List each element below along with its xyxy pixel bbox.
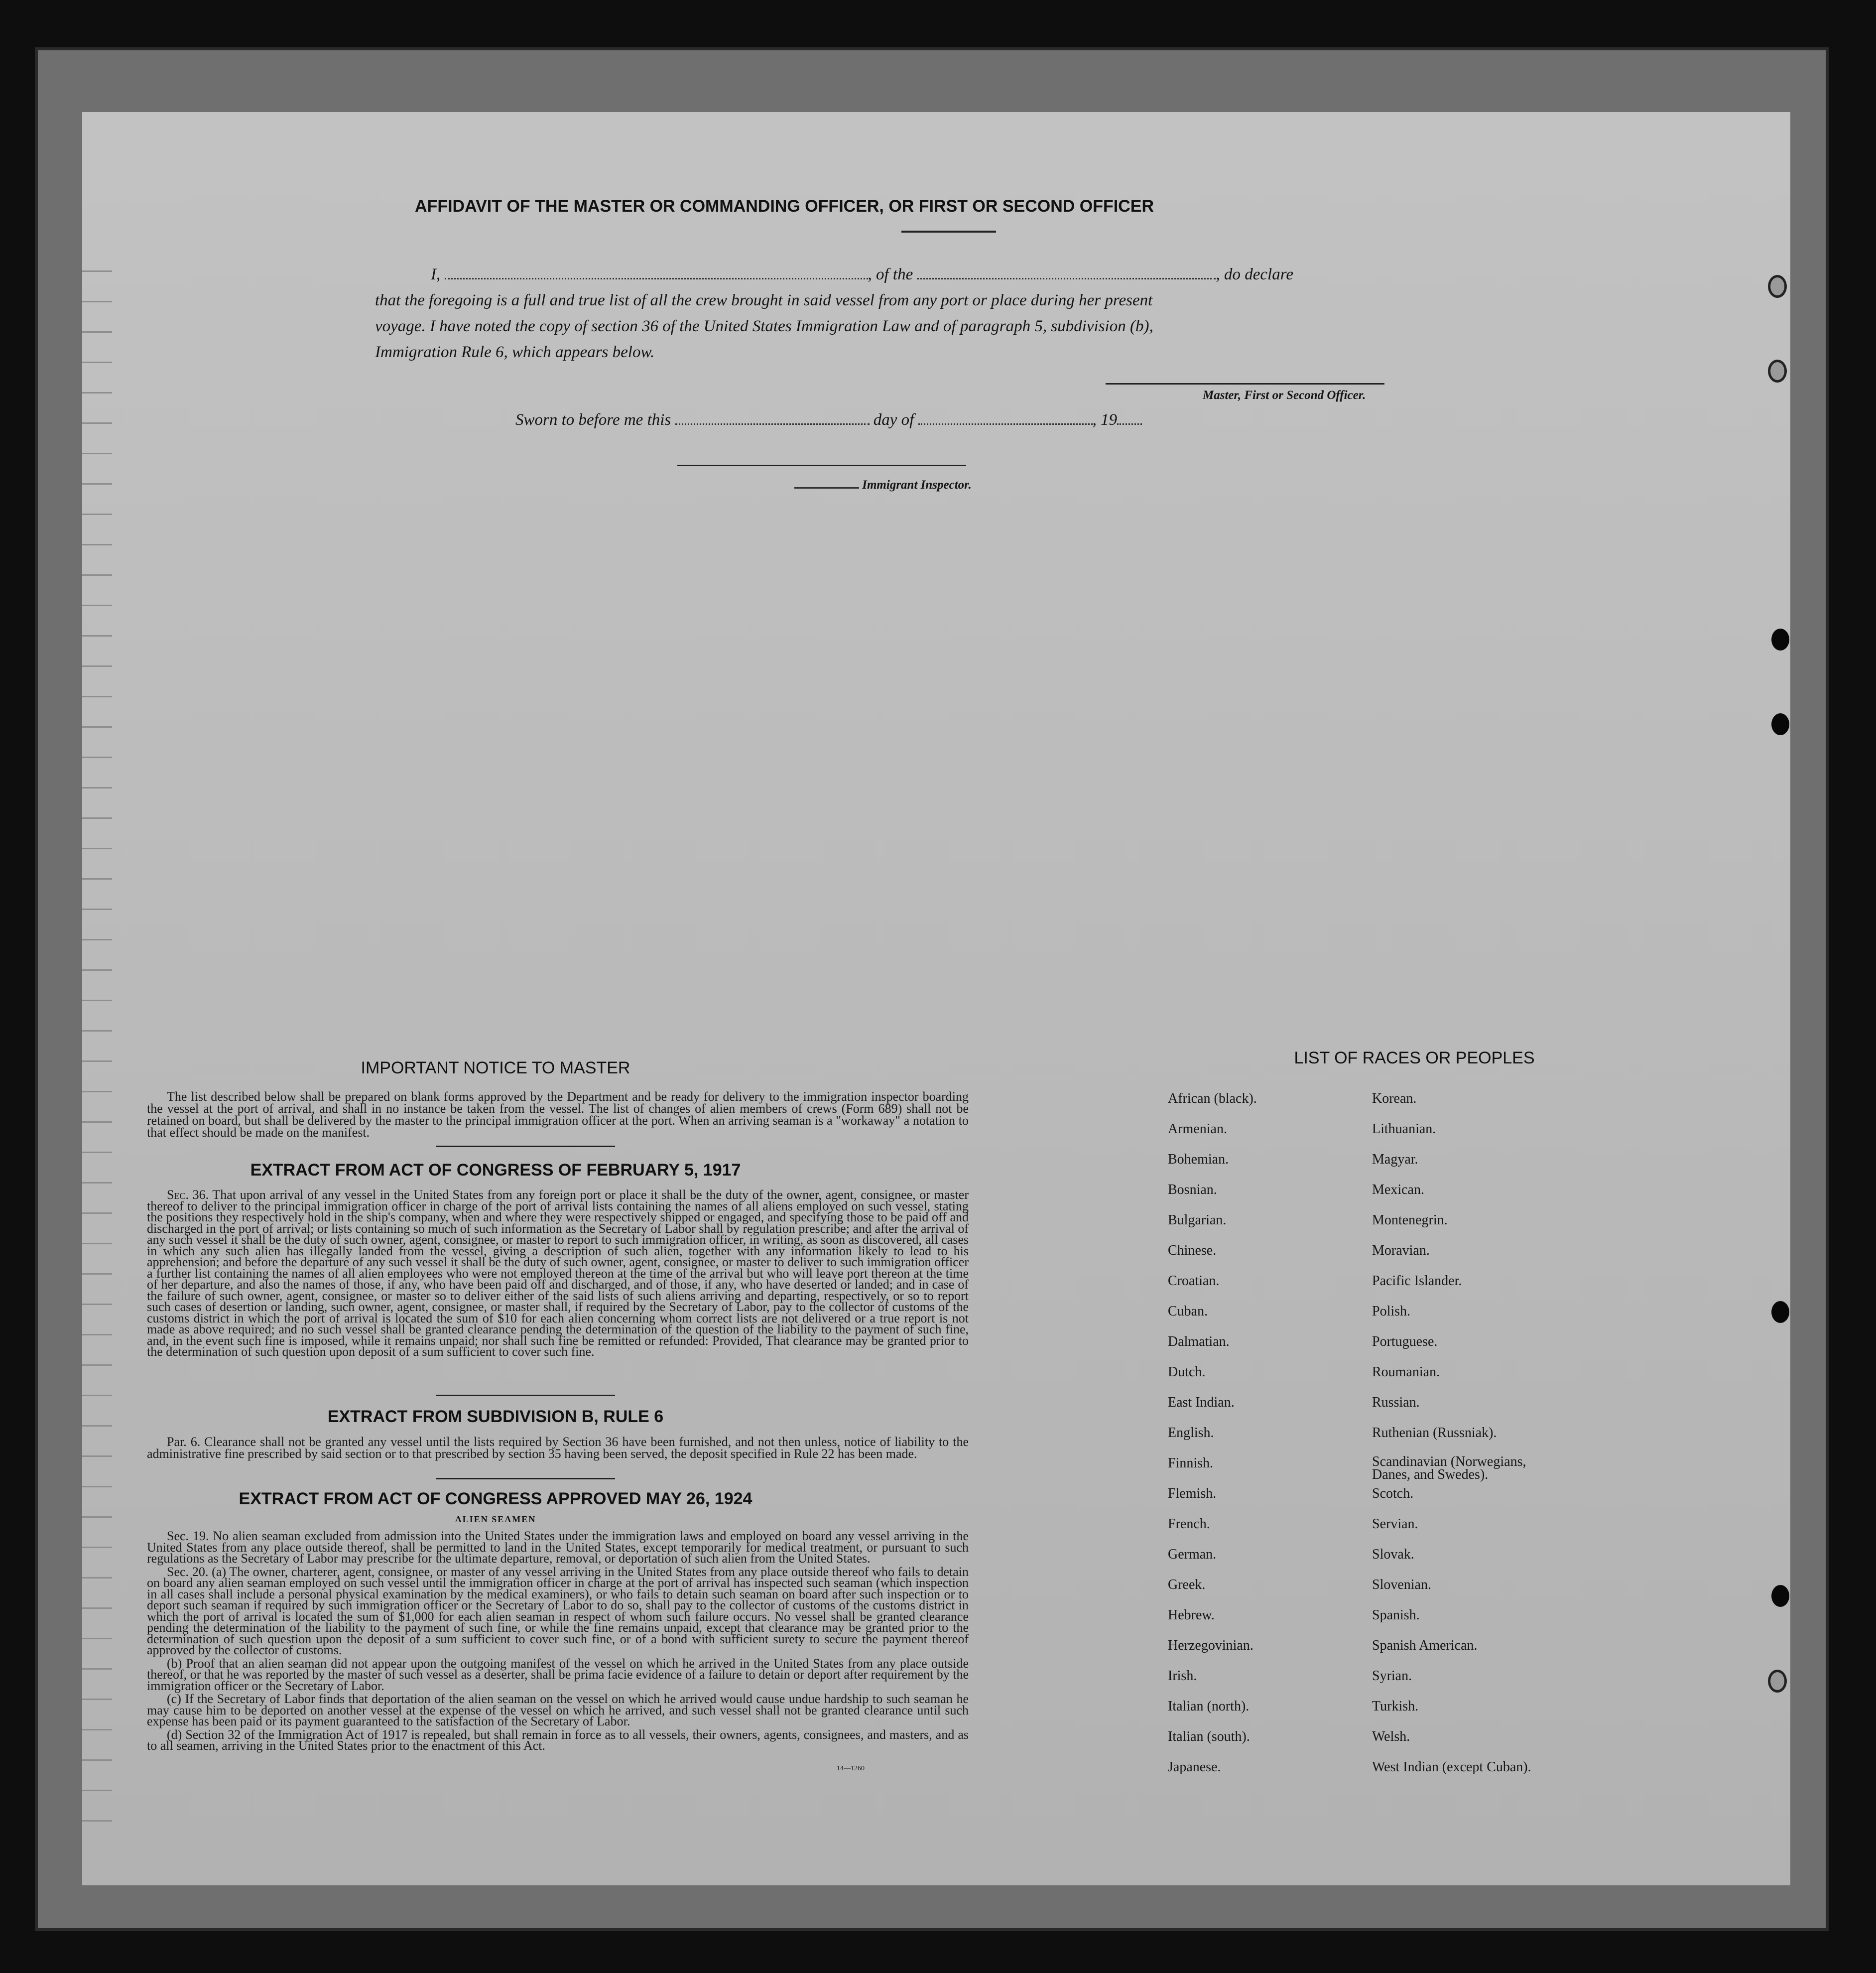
- sec-19-text: Sec. 19. No alien seaman excluded from admission into the United States under the immigration laws and employed on board any vessel arriving in the United States from any place outside thereof, shall be permitted to land in the United States, except temporarily for medical treatment, or pursuant to such regulations as the Secretary of Labor may prescribe for the ultimate departure, removal, or deportation of such alien from the United States.: [147, 1529, 969, 1566]
- inspector-label: Immigrant Inspector.: [862, 478, 972, 492]
- extract-1924-title: EXTRACT FROM ACT OF CONGRESS APPROVED MAY 26, 1924: [239, 1489, 752, 1508]
- affidavit-declare: , do declare: [1216, 265, 1293, 283]
- sworn-text: Sworn to before me this: [515, 411, 671, 429]
- master-signature-line: [1106, 383, 1384, 385]
- race-item: Scotch.: [1372, 1486, 1414, 1501]
- sec-36-label: Sec. 36.: [167, 1187, 209, 1202]
- sec-20d-text: (d) Section 32 of the Immigration Act of 1917 is repealed, but shall remain in force as to all vessels, their owners, agents, consignees, and masters, and as to all seamen, arriving in the United States prior to the enactment of this Act.: [147, 1727, 969, 1753]
- day-blank: [675, 418, 870, 425]
- race-item: Servian.: [1372, 1516, 1418, 1532]
- extract-1917-body: [147, 1189, 969, 1360]
- divider: [901, 231, 996, 233]
- punch-hole: [1771, 1301, 1789, 1323]
- race-item: Roumanian.: [1372, 1364, 1440, 1380]
- punch-hole-ring: [1768, 1670, 1787, 1693]
- extract-1924-body: [147, 1531, 969, 1754]
- inspector-blank: [794, 483, 859, 489]
- race-item: African (black).: [1168, 1091, 1257, 1106]
- notice-text: The list described below shall be prepared on blank forms approved by the Department and be ready for delivery to the immigration inspector boarding the vessel at the port of arrival, and shall in no instance be taken from the vessel. The list of changes of alien members of crews (Form 689) shall not be retained on board, but shall be delivered by the master to the principal immigration officer at the port. When an arriving seaman is a "workaway" a notation to that effect should be made on the manifest.: [147, 1089, 969, 1140]
- race-item: English.: [1168, 1425, 1214, 1441]
- race-item: German.: [1168, 1547, 1217, 1562]
- year-text: , 19: [1092, 411, 1118, 429]
- notice-body: [147, 1091, 969, 1141]
- divider: [436, 1395, 615, 1396]
- sec-20b-text: (b) Proof that an alien seaman did not appear upon the outgoing manifest of the vessel on which he arrived in the United States from any place outside thereof, or that he was reported by the master of such vessel as a deserter, shall be prima facie evidence of a failure to detain or deport after requirement by the immigration officer or the Secretary of Labor.: [147, 1656, 969, 1693]
- inspector-signature-line: [677, 465, 966, 466]
- race-item: Portuguese.: [1372, 1334, 1438, 1349]
- divider: [436, 1478, 615, 1479]
- alien-seamen-subtitle: ALIEN SEAMEN: [455, 1514, 536, 1524]
- race-item: Moravian.: [1372, 1243, 1430, 1258]
- race-item: Pacific Islander.: [1372, 1273, 1462, 1289]
- race-item: French.: [1168, 1516, 1210, 1532]
- rule-6-title: EXTRACT FROM SUBDIVISION B, RULE 6: [327, 1407, 664, 1426]
- affidavit-line2: that the foregoing is a full and true list of all the crew brought in said vessel from any port or place during her present: [375, 291, 1153, 309]
- rule-6-body: [147, 1436, 969, 1462]
- race-item: Herzegovinian.: [1168, 1638, 1253, 1653]
- race-item: Finnish.: [1168, 1455, 1214, 1471]
- sworn-line: [515, 411, 1142, 429]
- race-item: Spanish.: [1372, 1607, 1420, 1623]
- race-item: East Indian.: [1168, 1395, 1235, 1410]
- race-item: Cuban.: [1168, 1304, 1208, 1319]
- affidavit-line3: voyage. I have noted the copy of section 36 of the United States Immigration Law and of paragraph 5, subdivision (b),: [375, 317, 1153, 335]
- race-item: Ruthenian (Russniak).: [1372, 1425, 1497, 1441]
- race-item: Hebrew.: [1168, 1607, 1215, 1623]
- notice-title: IMPORTANT NOTICE TO MASTER: [361, 1058, 630, 1077]
- race-item: Lithuanian.: [1372, 1121, 1436, 1137]
- race-item: Armenian.: [1168, 1121, 1227, 1137]
- manifest-page: [82, 112, 1790, 1885]
- master-label: Master, First or Second Officer.: [1203, 389, 1366, 402]
- race-item: Italian (north).: [1168, 1699, 1250, 1714]
- races-title: LIST OF RACES OR PEOPLES: [1294, 1049, 1535, 1067]
- inspector-line: [794, 478, 972, 492]
- affidavit-title: AFFIDAVIT OF THE MASTER OR COMMANDING OFFICER, OR FIRST OR SECOND OFFICER: [415, 197, 1154, 216]
- race-item: Japanese.: [1168, 1759, 1221, 1775]
- punch-hole-ring: [1768, 275, 1787, 298]
- sec-36-text: That upon arrival of any vessel in the United States from any foreign port or place it shall be the duty of the owner, agent, consignee, or master thereof to deliver to the principal immigration officer in charge of the port of arrival lists containing the names of all aliens employed on such vessel, stating the positions they respectively hold in the ship's company, when and where they were respectively shipped or engaged, and specifying those to be paid off and discharged in the port of arrival; or lists containing so much of such information as the Secretary of Labor shall by regulation prescribe; and after the arrival of any such vessel it shall be the duty of such owner, agent, consignee, or master to report to such immigration officer, in writing, as soon as discovered, all cases in which any such alien has illegally landed from the vessel, giving a description of such alien, together with any information likely to lead to his apprehension; and before the departure of any such vessel it shall be the duty of such owner, agent, consignee, or master to deliver to such immigration officer a further list containing the names of all alien employees who were not employed thereon at the time of the arrival but who will leave port thereon at the time of her departure, and also the names of those, if any, who have been paid off and discharged, and of those, if any, who have deserted or landed; and in case of the failure of such owner, agent, consignee, or master so to deliver either of the said lists of such aliens arriving and departing, respectively, or so to report such cases of desertion or landing, such owner, agent, consignee, or master shall, if required by the Secretary of Labor, pay to the collector of customs of the customs district in which the port of arrival is located the sum of $10 for each alien concerning whom correct lists are not delivered or a true report is not made as above required; and no such vessel shall be granted clearance pending the determination of the question of the liability to the payment of such fine, and, in the event such fine is imposed, while it remains unpaid; nor shall such fine be remitted or refunded: Provided, That clearance may be granted prior to the determination of such question upon deposit of a sum sufficient to cover such fine.: [147, 1187, 969, 1359]
- month-blank: [918, 418, 1093, 425]
- race-item: West Indian (except Cuban).: [1372, 1759, 1531, 1775]
- race-item: Montenegrin.: [1372, 1212, 1448, 1228]
- race-item: Magyar.: [1372, 1152, 1418, 1167]
- race-item: Welsh.: [1372, 1729, 1410, 1744]
- race-item: Syrian.: [1372, 1668, 1412, 1684]
- affidavit-of-the: , of the: [868, 265, 913, 283]
- race-item: Bulgarian.: [1168, 1212, 1227, 1228]
- day-of-text: day of: [873, 411, 914, 429]
- form-number: 14—1260: [837, 1765, 865, 1772]
- race-item: Polish.: [1372, 1304, 1411, 1319]
- race-item: Korean.: [1372, 1091, 1417, 1106]
- punch-hole-ring: [1768, 360, 1787, 383]
- race-item: Russian.: [1372, 1395, 1420, 1410]
- punch-hole: [1771, 629, 1789, 651]
- name-blank: [445, 273, 868, 279]
- affidavit-i: I,: [431, 265, 441, 283]
- race-item: Italian (south).: [1168, 1729, 1250, 1744]
- punch-hole: [1771, 713, 1789, 735]
- race-item: Irish.: [1168, 1668, 1197, 1684]
- sec-20a-text: Sec. 20. (a) The owner, charterer, agent, consignee, or master of any vessel arriving in the United States from any place outside thereof who fails to detain on board any alien seaman employed on such vessel until the immigration officer in charge at the port of arrival has inspected such seaman (which inspection in all cases shall include a personal physical examination by the medical examiners), or who fails to detain such seaman on board after such inspection or to deport such seaman if required by such immigration officer or the Secretary of Labor to do so, shall pay to the collector of customs of the customs district in which the port of arrival is located the sum of $1,000 for each alien seaman in respect of whom such failure occurs. No vessel shall be granted clearance pending the determination of the liability to the payment of such fine, or while the fine remains unpaid, except that clearance may be granted prior to the determination of such question upon the deposit of a sum sufficient to cover such fine, or of a bond with sufficient surety to secure the payment thereof approved by the collector of customs.: [147, 1564, 969, 1657]
- divider: [436, 1146, 615, 1147]
- race-item: Slovak.: [1372, 1547, 1414, 1562]
- race-item: Chinese.: [1168, 1243, 1217, 1258]
- race-item: Dutch.: [1168, 1364, 1206, 1380]
- race-item: Greek.: [1168, 1577, 1206, 1592]
- race-item: Dalmatian.: [1168, 1334, 1230, 1349]
- race-item: Bosnian.: [1168, 1182, 1217, 1197]
- affidavit-body: [375, 262, 1556, 365]
- rule-6-text: Par. 6. Clearance shall not be granted any vessel until the lists required by Section 36 have been furnished, and not then unless, notice of liability to the administrative fine prescribed by said section or to that prescribed by section 35 having been served, the deposit specified in Rule 22 has been made.: [147, 1435, 969, 1461]
- punch-hole: [1771, 1585, 1789, 1607]
- race-item: Bohemian.: [1168, 1152, 1229, 1167]
- affidavit-line4: Immigration Rule 6, which appears below.: [375, 343, 655, 361]
- race-item: Spanish American.: [1372, 1638, 1478, 1653]
- race-item: Croatian.: [1168, 1273, 1220, 1289]
- race-item: Scandinavian (Norwegians, Danes, and Swedes).: [1372, 1454, 1526, 1482]
- vessel-blank: [917, 273, 1216, 279]
- year-blank: [1117, 418, 1142, 425]
- sec-20c-text: (c) If the Secretary of Labor finds that deportation of the alien seaman on the vessel on which he arrived would cause undue hardship to such seaman he may cause him to be deported on another vessel at the expense of the vessel on which he arrived, and such vessel shall not be granted clearance until such expense has been paid or its payment guaranteed to the satisfaction of the Secretary of Labor.: [147, 1692, 969, 1728]
- extract-1917-title: EXTRACT FROM ACT OF CONGRESS OF FEBRUARY 5, 1917: [250, 1161, 741, 1180]
- race-item: Turkish.: [1372, 1699, 1419, 1714]
- race-item: Flemish.: [1168, 1486, 1217, 1501]
- ruled-margin: [82, 242, 112, 1836]
- race-item: Slovenian.: [1372, 1577, 1431, 1592]
- race-item: Mexican.: [1372, 1182, 1424, 1197]
